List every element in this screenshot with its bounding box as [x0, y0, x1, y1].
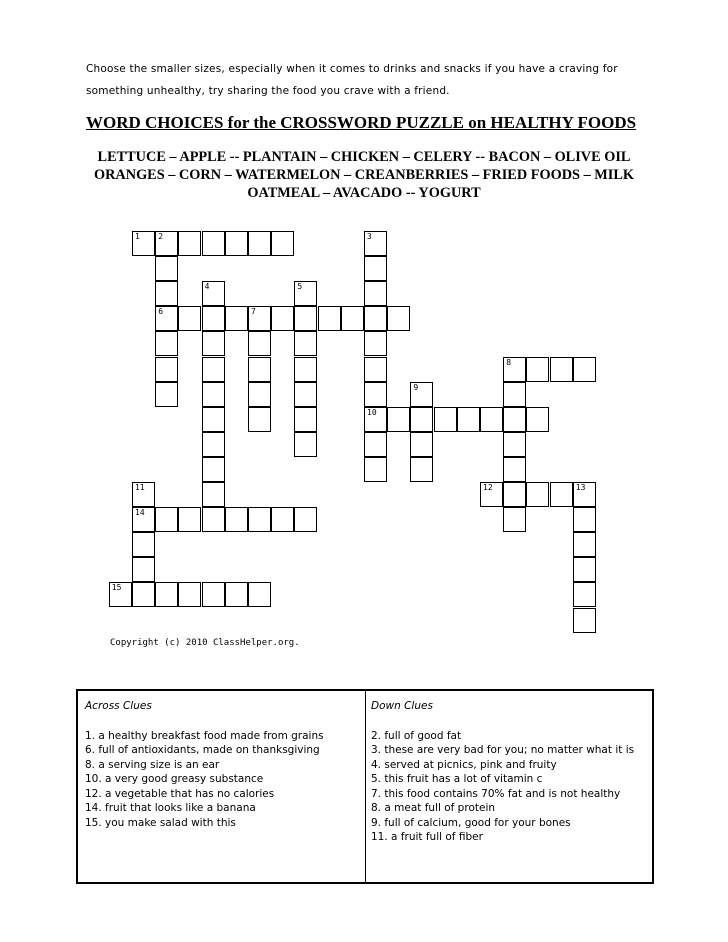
crossword-cell[interactable]	[480, 482, 503, 507]
clue-number: 14	[135, 508, 145, 518]
crossword-cell[interactable]	[202, 482, 225, 507]
down-clue: 3. these are very bad for you; no matter what it is	[371, 744, 635, 756]
page-heading: WORD CHOICES for the CROSSWORD PUZZLE on HEALTHY FOODS	[86, 113, 637, 132]
across-clues-column	[78, 691, 366, 882]
down-clue: 5. this fruit has a lot of vitamin c	[371, 773, 543, 785]
down-clues-list	[371, 729, 646, 845]
clue-number: 9	[413, 382, 419, 392]
crossword-cell[interactable]	[294, 382, 317, 407]
crossword-cell[interactable]	[294, 281, 317, 306]
down-clue: 11. a fruit full of fiber	[371, 831, 483, 843]
clue-number: 15	[111, 583, 122, 593]
across-clue: 10. a very good greasy substance	[85, 773, 264, 785]
crossword-cell[interactable]	[573, 557, 596, 582]
crossword-cell[interactable]	[550, 357, 573, 382]
crossword-cell[interactable]	[248, 507, 271, 532]
down-clues-column	[366, 691, 652, 882]
crossword-cell[interactable]	[155, 231, 178, 256]
intro-line-2: something unhealthy, try sharing the food you crave with a friend.	[86, 85, 450, 97]
crossword-cell[interactable]	[526, 407, 549, 432]
crossword-cell[interactable]	[155, 382, 178, 407]
crossword-cell[interactable]	[248, 306, 271, 331]
across-clues-list	[85, 729, 359, 831]
down-clue: 9. full of calcium, good for your bones	[371, 816, 571, 829]
down-clue: 2. full of good fat	[371, 729, 462, 742]
clue-number: 11	[135, 483, 145, 492]
crossword-cell[interactable]	[294, 306, 317, 331]
crossword-cell[interactable]	[573, 482, 596, 507]
crossword-cell[interactable]	[248, 231, 271, 256]
across-clue: 15. you make salad with this	[85, 816, 236, 829]
crossword-cell[interactable]	[294, 507, 317, 532]
crossword-cell[interactable]	[202, 457, 225, 482]
word-choices-line-2: ORANGES – CORN – WATERMELON – CREANBERRIES – FRIED FOODS – MILK	[93, 167, 635, 183]
crossword-cell[interactable]	[387, 306, 410, 331]
crossword-cell[interactable]	[132, 507, 155, 532]
down-clues-title: Down Clues	[371, 700, 433, 712]
crossword-cell[interactable]	[503, 482, 526, 507]
clue-number: 13	[575, 483, 586, 492]
crossword-cell[interactable]	[410, 407, 433, 432]
crossword-cell[interactable]	[364, 306, 387, 331]
crossword-cell[interactable]	[155, 582, 178, 607]
clue-number: 12	[483, 483, 493, 492]
crossword-cell[interactable]	[202, 231, 225, 256]
intro-line-1: Choose the smaller sizes, especially when it comes to drinks and snacks if you have a craving for	[86, 63, 618, 75]
crossword-cell[interactable]	[364, 281, 387, 306]
crossword-cell[interactable]	[480, 407, 503, 432]
crossword-cell[interactable]	[155, 281, 178, 306]
crossword-cell[interactable]	[202, 382, 225, 407]
crossword-cell[interactable]	[364, 357, 387, 382]
crossword-cell[interactable]	[364, 457, 387, 482]
clue-number: 1	[135, 232, 140, 241]
crossword-cell[interactable]	[550, 482, 573, 507]
crossword-cell[interactable]	[225, 306, 248, 331]
crossword-cell[interactable]	[410, 457, 433, 482]
clue-number: 2	[158, 232, 164, 241]
crossword-cell[interactable]	[132, 557, 155, 582]
crossword-cell[interactable]	[503, 432, 526, 457]
crossword-cell[interactable]	[573, 507, 596, 532]
crossword-cell[interactable]	[573, 608, 596, 633]
crossword-cell[interactable]	[202, 331, 225, 356]
crossword-cell[interactable]	[341, 306, 364, 331]
clue-number: 8	[506, 357, 512, 367]
crossword-cell[interactable]	[202, 407, 225, 432]
crossword-cell[interactable]	[202, 306, 225, 331]
crossword-cell[interactable]	[132, 532, 155, 557]
crossword-cell[interactable]	[573, 532, 596, 557]
crossword-cell[interactable]	[132, 582, 155, 607]
crossword-cell[interactable]	[573, 357, 596, 382]
clue-number: 6	[158, 307, 164, 317]
crossword-cell[interactable]	[225, 507, 248, 532]
crossword-cell[interactable]	[364, 231, 387, 256]
word-choices-line-3: OATMEAL – AVACADO -- YOGURT	[247, 185, 481, 201]
crossword-cell[interactable]	[271, 306, 294, 331]
crossword-cell[interactable]	[410, 382, 433, 407]
crossword-cell[interactable]	[178, 582, 201, 607]
crossword-cell[interactable]	[248, 582, 271, 607]
crossword-cell[interactable]	[155, 306, 178, 331]
word-choices-line-1: LETTUCE – APPLE -- PLANTAIN – CHICKEN – CELERY -- BACON – OLIVE OIL	[97, 149, 631, 165]
crossword-cell[interactable]	[109, 582, 132, 607]
crossword-cell[interactable]	[155, 331, 178, 356]
crossword-cell[interactable]	[132, 231, 155, 256]
down-clue: 4. served at picnics, pink and fruity	[371, 758, 557, 771]
crossword-cell[interactable]	[294, 357, 317, 382]
crossword-cell[interactable]	[503, 457, 526, 482]
crossword-cell[interactable]	[225, 231, 248, 256]
crossword-cell[interactable]	[457, 407, 480, 432]
crossword-cell[interactable]	[364, 432, 387, 457]
crossword-cell[interactable]	[248, 407, 271, 432]
across-clue: 6. full of antioxidants, made on thanksgiving	[85, 744, 320, 756]
clue-number: 10	[367, 407, 377, 417]
clue-number: 4	[204, 282, 210, 292]
crossword-cell[interactable]	[318, 306, 341, 331]
crossword-cell[interactable]	[248, 331, 271, 356]
clue-number: 3	[367, 232, 372, 241]
crossword-cell[interactable]	[503, 407, 526, 432]
crossword-cell[interactable]	[294, 331, 317, 356]
crossword-cell[interactable]	[132, 482, 155, 507]
crossword-cell[interactable]	[271, 231, 294, 256]
crossword-cell[interactable]	[248, 382, 271, 407]
across-clue: 8. a serving size is an ear	[85, 758, 220, 771]
across-clue: 14. fruit that looks like a banana	[85, 802, 256, 814]
crossword-cell[interactable]	[503, 507, 526, 532]
crossword-cell[interactable]	[202, 281, 225, 306]
crossword-cell[interactable]	[155, 256, 178, 281]
down-clue: 7. this food contains 70% fat and is not healthy	[371, 787, 621, 800]
copyright-text: Copyright (c) 2010 ClassHelper.org.	[110, 638, 300, 648]
across-clue: 12. a vegetable that has no calories	[85, 787, 275, 800]
crossword-cell[interactable]	[364, 382, 387, 407]
crossword-cell[interactable]	[294, 407, 317, 432]
crossword-cell[interactable]	[202, 357, 225, 382]
crossword-cell[interactable]	[271, 507, 294, 532]
clue-number: 5	[297, 282, 303, 292]
crossword-cell[interactable]	[178, 231, 201, 256]
crossword-cell[interactable]	[178, 507, 201, 532]
crossword-cell[interactable]	[225, 582, 248, 607]
crossword-cell[interactable]	[202, 507, 225, 532]
crossword-cell[interactable]	[202, 582, 225, 607]
crossword-cell[interactable]	[294, 432, 317, 457]
crossword-cell[interactable]	[526, 482, 549, 507]
crossword-cell[interactable]	[526, 357, 549, 382]
crossword-cell[interactable]	[573, 582, 596, 607]
crossword-cell[interactable]	[364, 256, 387, 281]
crossword-cell[interactable]	[364, 331, 387, 356]
clue-number: 7	[251, 307, 256, 317]
crossword-cell[interactable]	[202, 432, 225, 457]
crossword-cell[interactable]	[155, 507, 178, 532]
crossword-cell[interactable]	[364, 407, 387, 432]
crossword-cell[interactable]	[410, 432, 433, 457]
crossword-cell[interactable]	[434, 407, 457, 432]
across-clue: 1. a healthy breakfast food made from grains	[85, 729, 324, 742]
crossword-cell[interactable]	[503, 357, 526, 382]
clues-table	[76, 689, 654, 884]
crossword-cell[interactable]	[248, 357, 271, 382]
crossword-cell[interactable]	[155, 357, 178, 382]
crossword-cell[interactable]	[387, 407, 410, 432]
across-clues-title: Across Clues	[85, 700, 152, 712]
crossword-cell[interactable]	[178, 306, 201, 331]
crossword-cell[interactable]	[503, 382, 526, 407]
down-clue: 8. a meat full of protein	[371, 802, 496, 814]
